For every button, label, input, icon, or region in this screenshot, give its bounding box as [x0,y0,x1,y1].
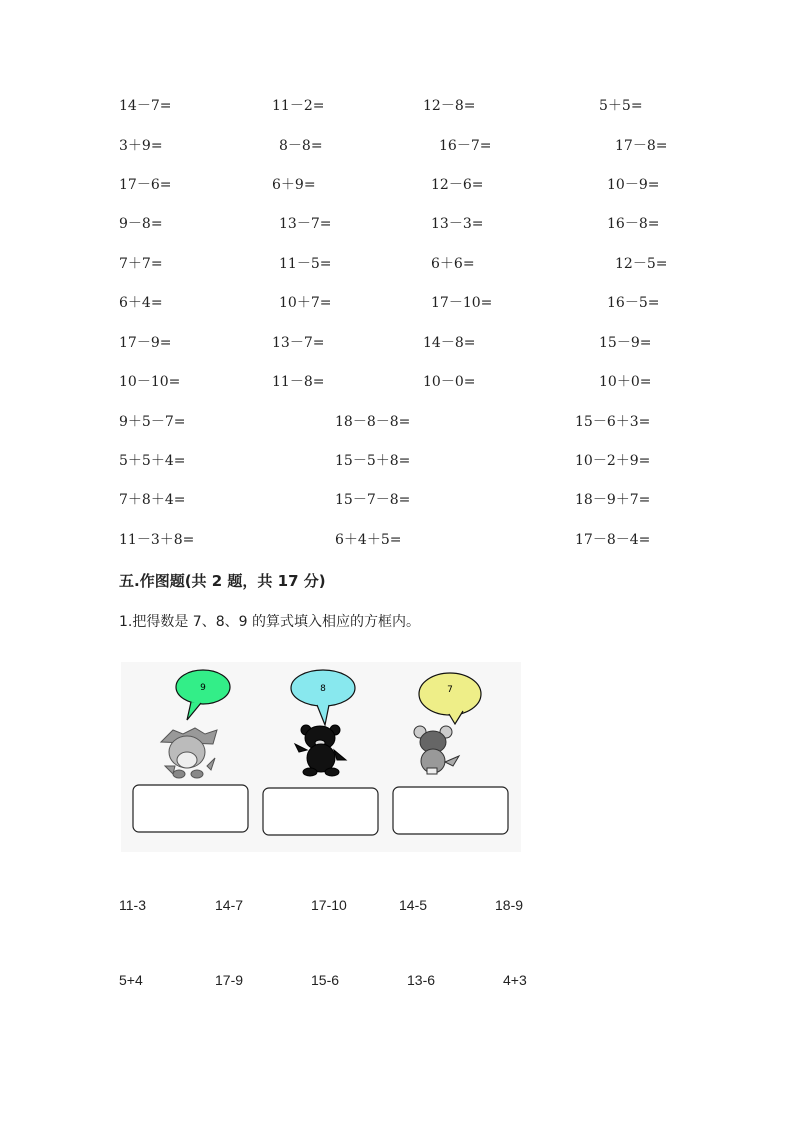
equation: 5＋5＋4= [119,453,186,469]
equation: 17－10= [431,295,493,311]
speech-bubble-7 [419,673,481,724]
equation: 13－3= [431,216,484,232]
equation: 12－8= [423,98,476,114]
equation: 13－7= [279,216,332,232]
equation: 6＋6= [431,256,475,272]
sorting-illustration [121,662,521,852]
wolf-icon [161,728,217,778]
equation: 11－3＋8= [119,532,195,548]
equation: 10－9= [607,177,660,193]
equation: 12－6= [431,177,484,193]
equation: 16－8= [607,216,660,232]
equation: 3＋9= [119,138,163,154]
equation: 11－8= [272,374,325,390]
equation: 5＋5= [599,98,643,114]
expression-option[interactable]: 17-9 [215,972,244,988]
expression-option[interactable]: 14-7 [215,897,244,913]
equation: 16－5= [607,295,660,311]
equation: 14－8= [423,335,476,351]
equation: 15－5＋8= [335,453,411,469]
equation: 9＋5－7= [119,414,186,430]
equation: 6＋4= [119,295,163,311]
equation: 7＋8＋4= [119,492,186,508]
equation: 15－9= [599,335,652,351]
section-title: 五.作图题(共 2 题，共 17 分) [119,572,326,590]
equation: 17－8－4= [575,532,651,548]
answer-box-9[interactable] [133,785,248,832]
equation: 9－8= [119,216,163,232]
speech-bubble-9 [176,670,230,720]
equation: 11－2= [272,98,325,114]
equation: 10＋7= [279,295,332,311]
equation: 10－10= [119,374,181,390]
equation: 14－7= [119,98,172,114]
bubble-tail [317,705,329,725]
equation: 15－6＋3= [575,414,651,430]
equation: 16－7= [439,138,492,154]
equation: 15－7－8= [335,492,411,508]
answer-box-8[interactable] [263,788,378,835]
equation: 10－2＋9= [575,453,651,469]
expression-option[interactable]: 5+4 [119,972,143,988]
expression-option[interactable]: 11-3 [119,897,146,913]
question-instruction: 1.把得数是 7、8、9 的算式填入相应的方框内。 [119,614,420,630]
bear-icon [295,725,346,776]
bubble-tail [187,702,201,720]
equation: 6＋9= [272,177,316,193]
equation: 18－8－8= [335,414,411,430]
expression-option[interactable]: 15-6 [311,972,340,988]
expression-option[interactable]: 13-6 [407,972,436,988]
equation: 7＋7= [119,256,163,272]
equation: 8－8= [279,138,323,154]
speech-bubble-8 [291,670,355,725]
equation: 17－8= [615,138,668,154]
expression-option[interactable]: 14-5 [399,897,428,913]
equation: 10＋0= [599,374,652,390]
equation: 6＋4＋5= [335,532,402,548]
answer-box-7[interactable] [393,787,508,834]
bubble-label: 8 [320,684,326,694]
equation: 18－9＋7= [575,492,651,508]
expression-option[interactable]: 4+3 [503,972,527,988]
expression-option[interactable]: 18-9 [495,897,524,913]
equation: 12－5= [615,256,668,272]
equation: 13－7= [272,335,325,351]
equation: 11－5= [279,256,332,272]
bubble-label: 7 [447,685,453,695]
bubble-label: 9 [200,683,206,693]
equation: 17－9= [119,335,172,351]
equation: 10－0= [423,374,476,390]
equation: 17－6= [119,177,172,193]
expression-option[interactable]: 17-10 [311,897,347,913]
mouse-icon [414,726,459,774]
